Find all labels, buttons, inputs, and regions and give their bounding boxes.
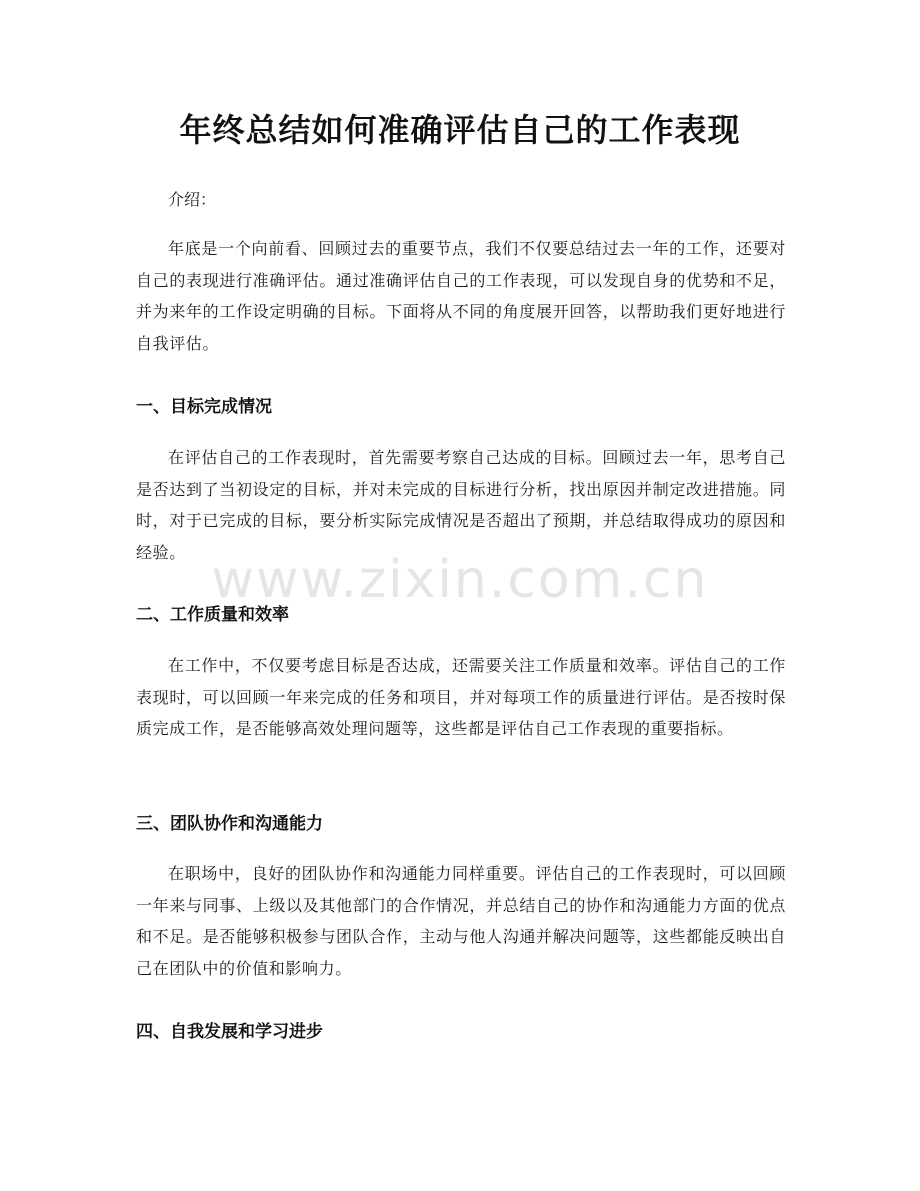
intro-paragraph: 年底是一个向前看、回顾过去的重要节点，我们不仅要总结过去一年的工作，还要对自己的表现进行准确评估。通过准确评估自己的工作表现，可以发现自身的优势和不足，并为来年的工作设定明确的目标。下面将从不同的角度展开回答，以帮助我们更好地进行自我评估。 [136, 239, 786, 353]
section-heading-quality: 二、工作质量和效率 [136, 605, 289, 625]
document-title: 年终总结如何准确评估自己的工作表现 [179, 111, 741, 149]
section-paragraph-goals: 在评估自己的工作表现时，首先需要考察自己达成的目标。回顾过去一年，思考自己是否达到了当初设定的目标，并对未完成的目标进行分析，找出原因并制定改进措施。同时，对于已完成的目标，要分析实际完成情况是否超出了预期，并总结取得成功的原因和经验。 [136, 448, 786, 562]
section-paragraph-quality: 在工作中，不仅要考虑目标是否达成，还需要关注工作质量和效率。评估自己的工作表现时，可以回顾一年来完成的任务和项目，并对每项工作的质量进行评估。是否按时保质完成工作，是否能够高效处理问题等，这些都是评估自己工作表现的重要指标。 [136, 656, 786, 738]
section-heading-teamwork: 三、团队协作和沟通能力 [136, 814, 323, 834]
watermark: www.zixin.com.cn [211, 550, 709, 610]
section-paragraph-teamwork: 在职场中，良好的团队协作和沟通能力同样重要。评估自己的工作表现时，可以回顾一年来与同事、上级以及其他部门的合作情况，并总结自己的协作和沟通能力方面的优点和不足。是否能够积极参与团队合作，主动与他人沟通并解决问题等，这些都能反映出自己在团队中的价值和影响力。 [136, 864, 786, 978]
section-heading-goals: 一、目标完成情况 [136, 397, 272, 417]
intro-label: 介绍： [168, 190, 217, 209]
section-heading-development: 四、自我发展和学习进步 [136, 1022, 323, 1042]
